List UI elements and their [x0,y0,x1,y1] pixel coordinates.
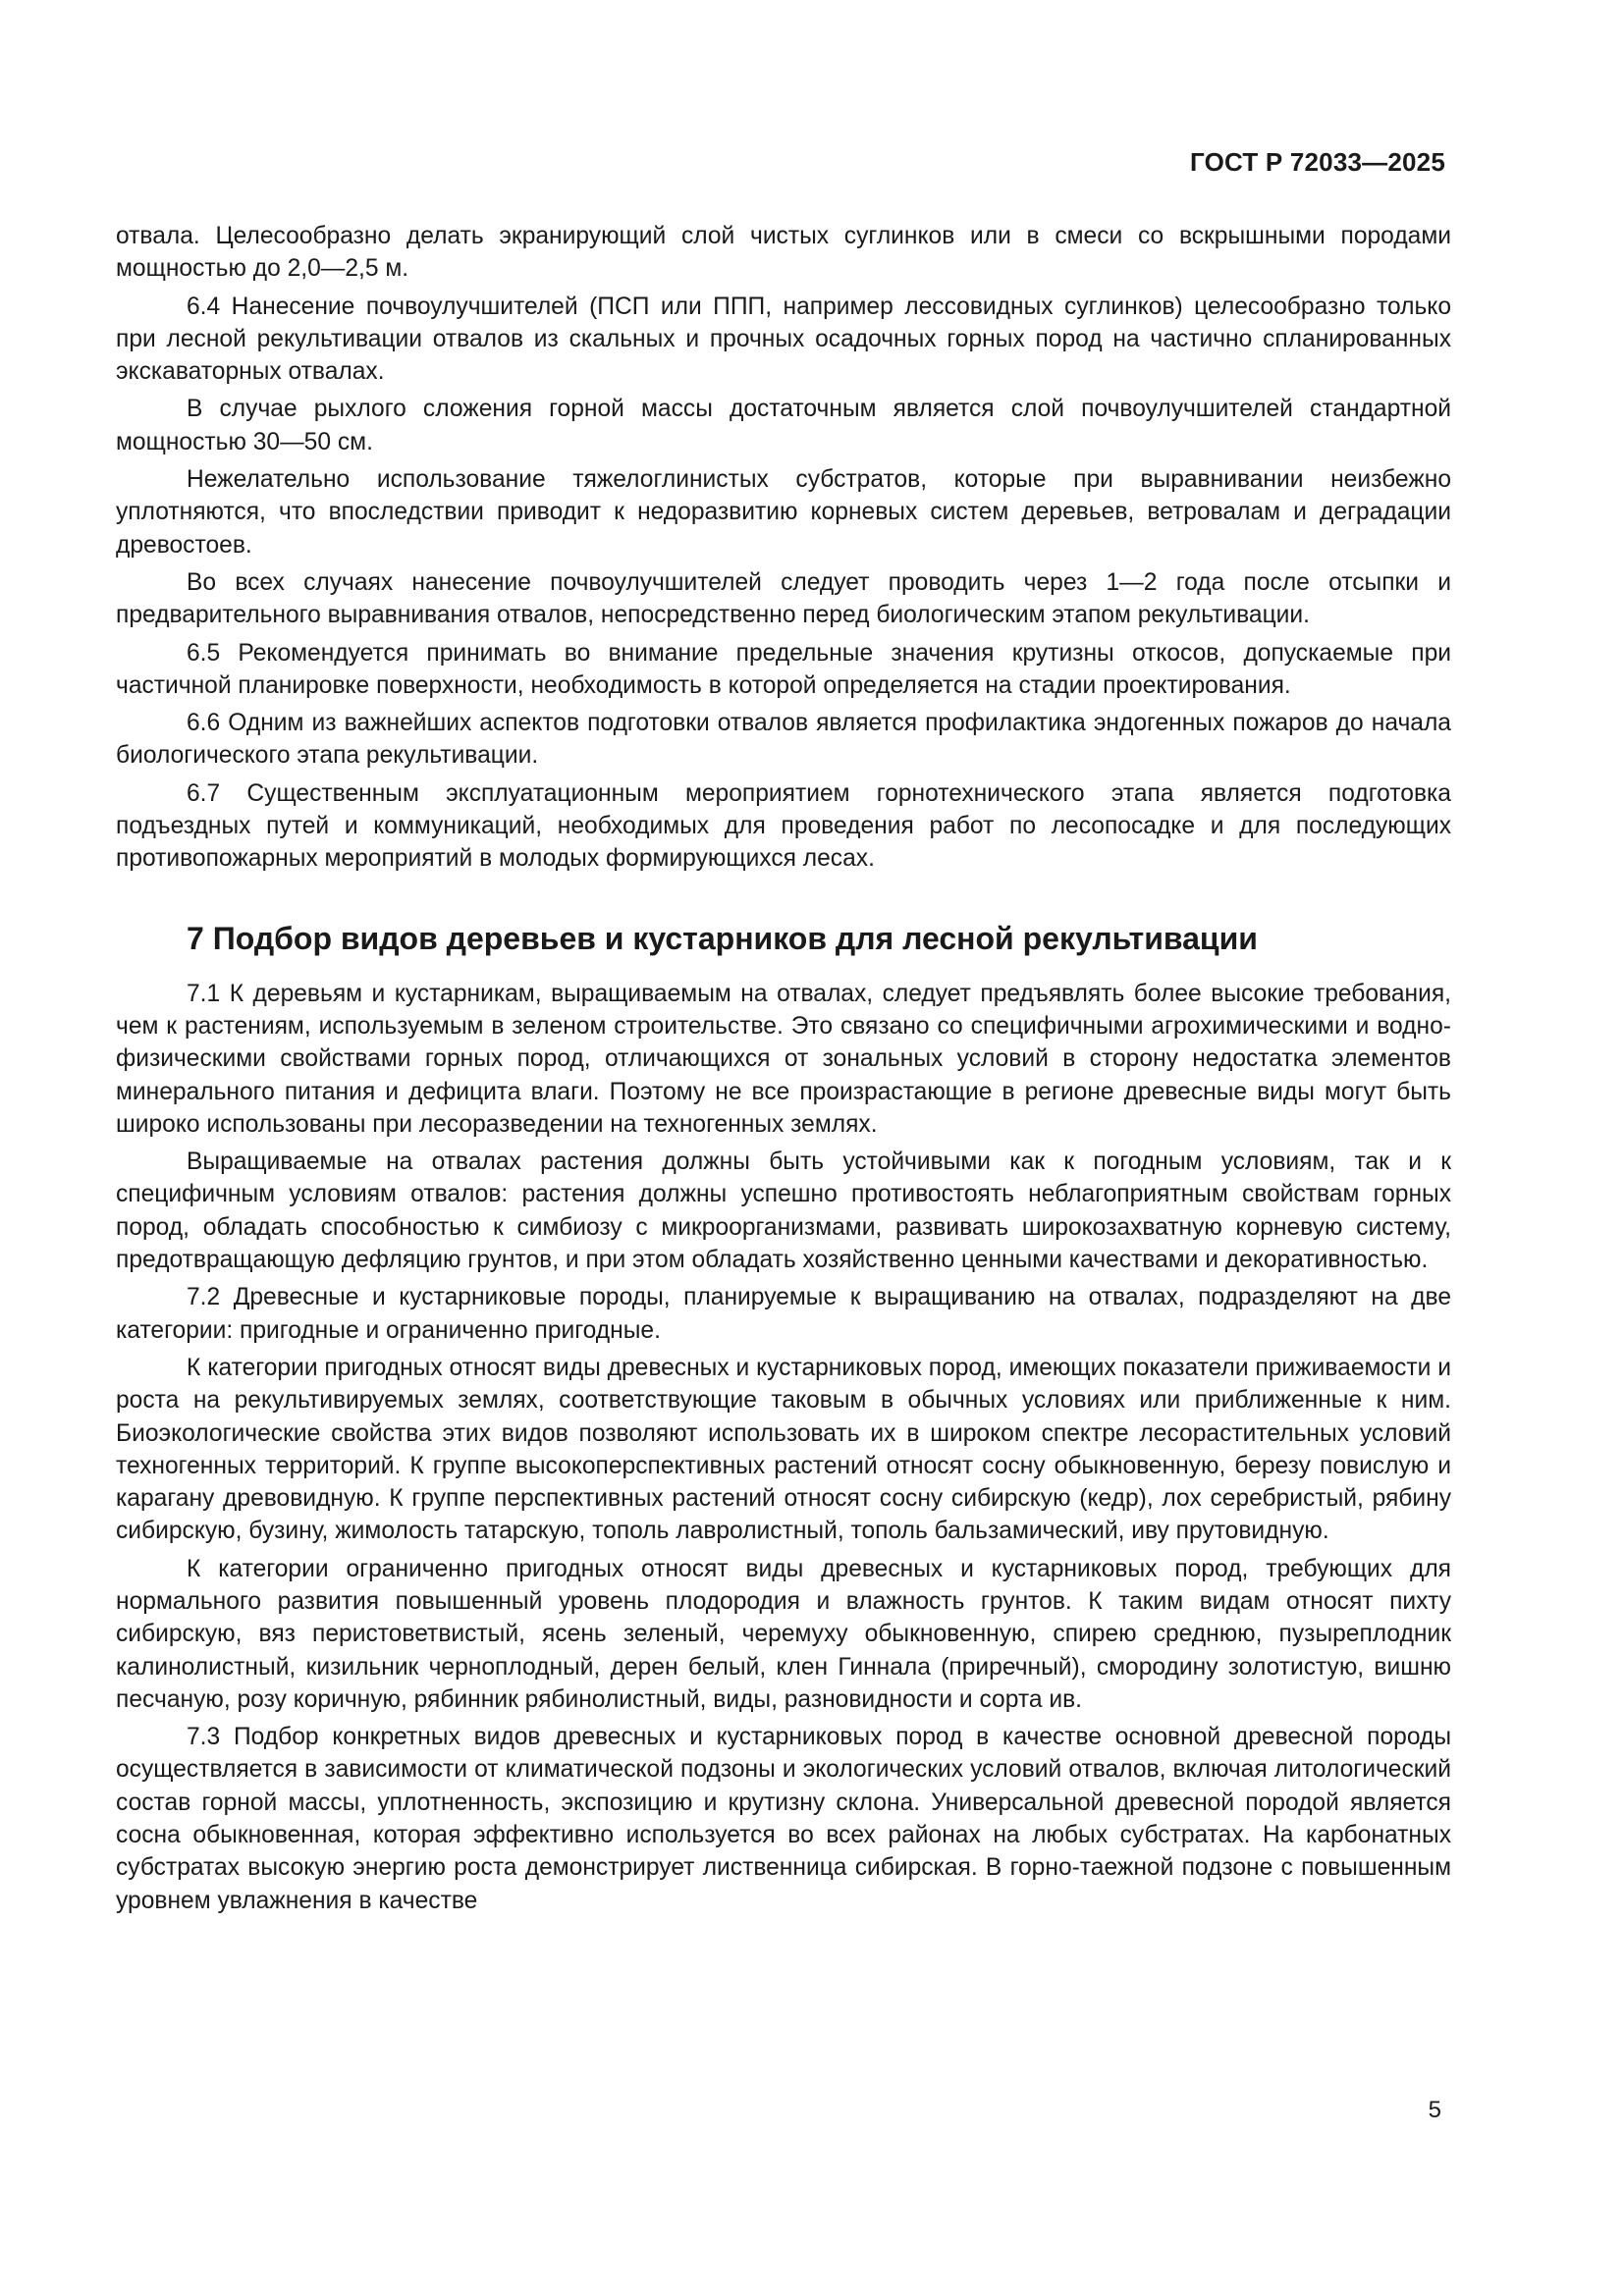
paragraph: отвала. Целесообразно делать экранирующий слой чистых суглинков или в смеси со вскрышными породами мощностью до 2,0—2,5 м. [116,223,1451,283]
paragraph: 6.5 Рекомендуется принимать во внимание предельные значения крутизны откосов, допускаемые при частичной планировке поверхности, необходимость в которой определяется на стадии проектирования. [116,639,1451,699]
paragraph: 6.6 Одним из важнейших аспектов подготовки отвалов является профилактика эндогенных пожаров до начала биологического этапа рекультивации. [116,710,1451,770]
paragraph: 7.2 Древесные и кустарниковые породы, планируемые к выращиванию на отвалах, подразделяют на две категории: пригодные и ограниченно пригодные. [116,1284,1451,1344]
paragraph: 7.3 Подбор конкретных видов древесных и кустарниковых пород в качестве основной древесной породы осуществляется в зависимости от климатической подзоны и экологических условий отвалов, включая литологический состав горной массы, уплотненность, экспозицию и крутизну склона. Универсальной древесной породой является сосна обыкновенная, которая эффективно используется во всех районах на любых субстратах. На карбонатных субстратах высокую энергию роста демонстрирует лиственница сибирская. В горно-таежной подзоне с повышенным уровнем увлажнения в качестве [116,1724,1451,1914]
paragraph: К категории ограниченно пригодных относят виды древесных и кустарниковых пород, требующих для нормального развития повышенный уровень плодородия и влажность грунтов. К таким видам относят пихту сибирскую, вяз перистоветвистый, ясень зеленый, черемуху обыкновенную, спирею среднюю, пузыреплодник калинолистный, кизильник черноплодный, дерен белый, клен Гиннала (приречный), смородину золотистую, вишню песчаную, розу коричную, рябинник рябинолистный, виды, разновидности и сорта ив. [116,1555,1451,1713]
paragraph: 7.1 К деревьям и кустарникам, выращиваемым на отвалах, следует предъявлять более высокие требования, чем к растениям, используемым в зеленом строительстве. Это связано со специфичными агрохимическими и водно-физическими свойствами горных пород, отличающихся от зональных условий в сторону недостатка элементов минерального питания и дефицита влаги. Поэтому не все произрастающие в регионе древесные виды могут быть широко использованы при лесоразведении на техногенных землях. [116,980,1451,1138]
page-number: 5 [1428,2097,1441,2123]
paragraph: 6.4 Нанесение почвоулучшителей (ПСП или ППП, например лессовидных суглинков) целесообразно только при лесной рекультивации отвалов из скальных и прочных осадочных горных пород на частично спланированных экскаваторных отвалах. [116,293,1451,386]
paragraph: Выращиваемые на отвалах растения должны быть устойчивыми как к погодным условиям, так и к специфичным условиям отвалов: растения должны успешно противостоять неблагоприятным свойствам горных пород, обладать способностью к симбиозу с микроорганизмами, развивать широкозахватную корневую систему, предотвращающую дефляцию грунтов, и при этом обладать хозяйственно ценными качествами и декоративностью. [116,1148,1451,1274]
paragraph: Во всех случаях нанесение почвоулучшителей следует проводить через 1—2 года после отсыпки и предварительного выравнивания отвалов, непосредственно перед биологическим этапом рекультивации. [116,568,1451,629]
document-code-header: ГОСТ Р 72033—2025 [1190,147,1445,177]
paragraph: Нежелательно использование тяжелоглинистых субстратов, которые при выравнивании неизбежно уплотняются, что впоследствии приводит к недоразвитию корневых систем деревьев, ветровалам и деградации древостоев. [116,466,1451,559]
paragraph: В случае рыхлого сложения горной массы достаточным является слой почвоулучшителей стандартной мощностью 30—50 см. [116,396,1451,455]
section-heading: 7 Подбор видов деревьев и кустарников для лесной рекультивации [187,920,1258,956]
paragraph: К категории пригодных относят виды древесных и кустарниковых пород, имеющих показатели приживаемости и роста на рекультивируемых землях, соответствующие таковым в обычных условиях или приближенные к ним. Биоэкологические свойства этих видов позволяют использовать их в широком спектре лесорастительных условий техногенных территорий. К группе высокоперспективных растений относят сосну обыкновенную, березу повислую и карагану древовидную. К группе перспективных растений относят сосну сибирскую (кедр), лох серебристый, рябину сибирскую, бузину, жимолость татарскую, тополь лавролистный, тополь бальзамический, иву прутовидную. [116,1354,1451,1545]
document-body [116,220,1451,1917]
paragraph: 6.7 Существенным эксплуатационным мероприятием горнотехнического этапа является подготовка подъездных путей и коммуникаций, необходимых для проведения работ по лесопосадке и для последующих противопожарных мероприятий в молодых формирующихся лесах. [116,779,1451,873]
